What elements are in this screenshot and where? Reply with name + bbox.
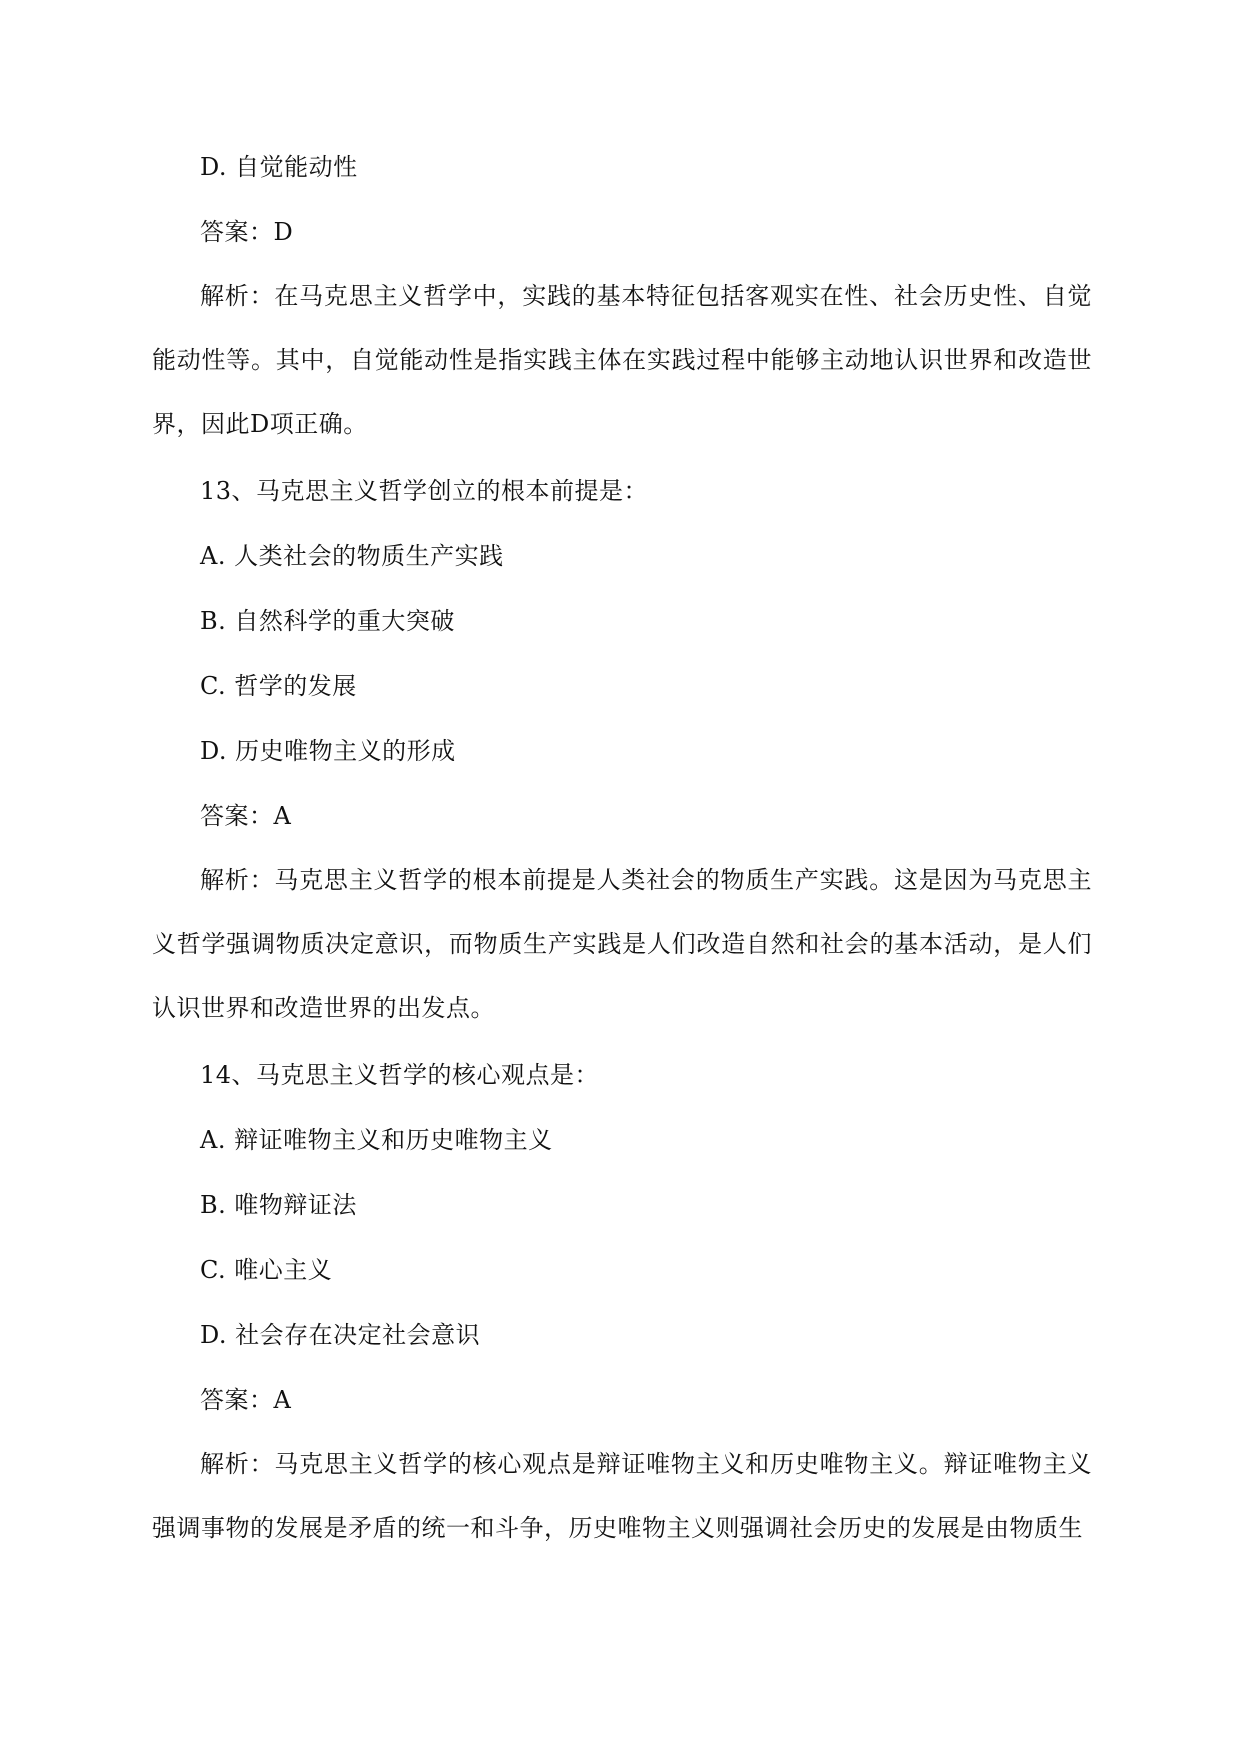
option-c-q13: C. 哲学的发展 xyxy=(200,672,357,700)
answer-q12: 答案：D xyxy=(200,218,294,246)
question-13: 13、马克思主义哲学创立的根本前提是： xyxy=(200,477,649,505)
option-d-q13: D. 历史唯物主义的形成 xyxy=(200,737,456,765)
option-b-q13: B. 自然科学的重大突破 xyxy=(200,607,455,635)
analysis-q13: 解析：马克思主义哲学的根本前提是人类社会的物质生产实践。这是因为马克思主义哲学强调物质决定意识，而物质生产实践是人们改造自然和社会的基本活动，是人们认识世界和改造世界的出发点。 xyxy=(152,866,1092,1022)
answer-q13: 答案：A xyxy=(200,802,292,830)
analysis-q14: 解析：马克思主义哲学的核心观点是辩证唯物主义和历史唯物主义。辩证唯物主义强调事物的发展是矛盾的统一和斗争，历史唯物主义则强调社会历史的发展是由物质生 xyxy=(152,1450,1092,1542)
analysis-q12: 解析：在马克思主义哲学中，实践的基本特征包括客观实在性、社会历史性、自觉能动性等。其中，自觉能动性是指实践主体在实践过程中能够主动地认识世界和改造世界，因此D项正确。 xyxy=(152,282,1092,438)
question-14: 14、马克思主义哲学的核心观点是： xyxy=(200,1061,600,1089)
option-a-q13: A. 人类社会的物质生产实践 xyxy=(200,542,504,570)
option-d-q14: D. 社会存在决定社会意识 xyxy=(200,1321,481,1349)
option-a-q14: A. 辩证唯物主义和历史唯物主义 xyxy=(200,1126,553,1154)
answer-q14: 答案：A xyxy=(200,1386,292,1414)
option-b-q14: B. 唯物辩证法 xyxy=(200,1191,357,1219)
option-c-q14: C. 唯心主义 xyxy=(200,1256,333,1284)
option-d-q12: D. 自觉能动性 xyxy=(200,153,358,181)
